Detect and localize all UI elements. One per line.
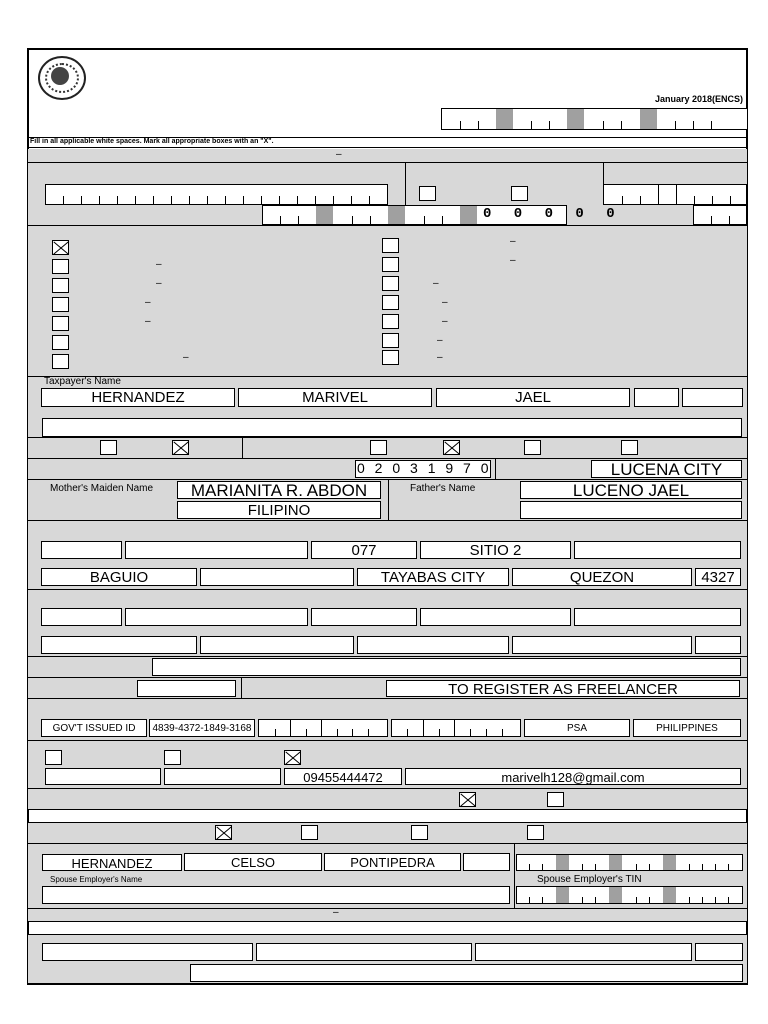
street-field[interactable]: SITIO 2 — [420, 541, 571, 559]
last-name-field[interactable]: HERNANDEZ — [41, 388, 235, 407]
landline-field[interactable] — [45, 768, 161, 785]
registration-type-checkbox-1[interactable] — [419, 186, 436, 201]
taxpayer-type-checkbox-2[interactable] — [52, 259, 69, 274]
foreign-unit-field[interactable] — [41, 608, 122, 626]
spouse-employer-tin-field[interactable] — [516, 886, 743, 904]
mothers-maiden-name-field[interactable]: MARIANITA R. ABDON — [177, 481, 381, 499]
nickname-field[interactable] — [682, 388, 743, 407]
civil-status-widowed-checkbox[interactable] — [524, 440, 541, 455]
spouse-tin-field[interactable] — [516, 854, 743, 871]
rdo-field[interactable] — [45, 184, 388, 205]
foreign-subdivision-field[interactable] — [574, 608, 741, 626]
place-of-birth-field[interactable]: LUCENA CITY — [591, 460, 742, 478]
taxpayer-type-checkbox-13[interactable] — [382, 333, 399, 348]
subdivision-field[interactable] — [574, 541, 741, 559]
authorized-rep-registered-name-field[interactable] — [190, 964, 743, 982]
bir-seal-icon — [38, 56, 86, 100]
other-citizenship-field[interactable] — [520, 501, 742, 519]
unit-field[interactable] — [41, 541, 122, 559]
rdo-code-field[interactable] — [603, 184, 747, 205]
date-of-arrival-field[interactable] — [137, 680, 236, 697]
mwe-no-checkbox[interactable] — [547, 792, 564, 807]
gender-female-checkbox[interactable] — [172, 440, 189, 455]
branch-code: 0 0 0 0 0 — [483, 206, 622, 222]
spouse-last-name-field[interactable]: HERNANDEZ — [42, 854, 182, 871]
taxpayer-type-checkbox-10[interactable] — [382, 276, 399, 291]
contact-fax-checkbox[interactable] — [164, 750, 181, 765]
authorized-rep-last-name-field[interactable] — [42, 943, 253, 961]
taxpayer-type-checkbox-9[interactable] — [382, 257, 399, 272]
mothers-maiden-name-label: Mother's Maiden Name — [50, 483, 154, 494]
spouse-self-employed-checkbox[interactable] — [527, 825, 544, 840]
taxpayer-type-checkbox-3[interactable] — [52, 278, 69, 293]
foreign-town-field[interactable] — [200, 636, 354, 654]
foreign-barangay-field[interactable] — [41, 636, 197, 654]
authorized-rep-middle-name-field[interactable] — [475, 943, 692, 961]
province-field[interactable]: QUEZON — [512, 568, 692, 586]
foreign-province-field[interactable] — [512, 636, 692, 654]
fax-field[interactable] — [164, 768, 281, 785]
id-number-field[interactable]: 4839-4372-1849-3168 — [149, 719, 255, 737]
trade-name-field[interactable] — [42, 418, 742, 437]
barangay-field[interactable]: BAGUIO — [41, 568, 197, 586]
contact-mobile-checkbox[interactable] — [284, 750, 301, 765]
foreign-building-field[interactable] — [125, 608, 308, 626]
tin-field[interactable] — [441, 108, 748, 130]
taxpayer-type-checkbox-6[interactable] — [52, 335, 69, 350]
taxpayer-type-checkbox-4[interactable] — [52, 297, 69, 312]
foreign-street-field[interactable] — [420, 608, 571, 626]
foreign-lot-field[interactable] — [311, 608, 417, 626]
municipality-code-field[interactable] — [152, 658, 741, 676]
middle-name-field[interactable]: JAEL — [436, 388, 630, 407]
registration-type-checkbox-2[interactable] — [511, 186, 528, 201]
purpose-field[interactable]: TO REGISTER AS FREELANCER — [386, 680, 740, 697]
suffix-field[interactable] — [634, 388, 679, 407]
building-field[interactable] — [125, 541, 308, 559]
spouse-unemployed-checkbox[interactable] — [215, 825, 232, 840]
spouse-employed-abroad-checkbox[interactable] — [411, 825, 428, 840]
id-issuer-field[interactable]: PSA — [524, 719, 630, 737]
spouse-employer-name-field[interactable] — [42, 886, 510, 904]
foreign-city-field[interactable] — [357, 636, 509, 654]
civil-status-single-checkbox[interactable] — [370, 440, 387, 455]
taxpayer-name-label: Taxpayer's Name — [44, 376, 121, 387]
civil-status-separated-checkbox[interactable] — [621, 440, 638, 455]
first-name-field[interactable]: MARIVEL — [238, 388, 432, 407]
foreign-zip-field[interactable] — [695, 636, 741, 654]
email-field[interactable]: marivelh128@gmail.com — [405, 768, 741, 785]
taxpayer-type-checkbox-8[interactable] — [382, 238, 399, 253]
id-type-field[interactable]: GOV'T ISSUED ID — [41, 719, 147, 737]
civil-status-married-checkbox[interactable] — [443, 440, 460, 455]
taxpayer-type-checkbox-14[interactable] — [382, 350, 399, 365]
spouse-first-name-field[interactable]: CELSO — [184, 853, 322, 871]
spouse-employer-tin-label: Spouse Employer's TIN — [537, 874, 642, 885]
date-of-birth-value: 0 2 0 3 1 9 7 0 — [357, 460, 492, 476]
spouse-employer-name-label: Spouse Employer's Name — [50, 875, 143, 884]
contact-landline-checkbox[interactable] — [45, 750, 62, 765]
gender-male-checkbox[interactable] — [100, 440, 117, 455]
mwe-yes-checkbox[interactable] — [459, 792, 476, 807]
small-code-field[interactable] — [693, 205, 747, 225]
fathers-name-field[interactable]: LUCENO JAEL — [520, 481, 742, 499]
taxpayer-type-checkbox-5[interactable] — [52, 316, 69, 331]
fathers-name-label: Father's Name — [410, 483, 476, 494]
form-instruction: Fill in all applicable white spaces. Mark all appropriate boxes with an "X". — [30, 138, 274, 145]
lot-block-field[interactable]: 077 — [311, 541, 417, 559]
city-field[interactable]: TAYABAS CITY — [357, 568, 509, 586]
authorized-rep-first-name-field[interactable] — [256, 943, 472, 961]
id-country-field[interactable]: PHILIPPINES — [633, 719, 741, 737]
mobile-field[interactable]: 09455444472 — [284, 768, 402, 785]
authorized-rep-suffix-field[interactable] — [695, 943, 743, 961]
taxpayer-type-checkbox-7[interactable] — [52, 354, 69, 369]
taxpayer-type-checkbox-11[interactable] — [382, 295, 399, 310]
zip-code-field[interactable]: 4327 — [695, 568, 741, 586]
form-version: January 2018(ENCS) — [654, 94, 743, 104]
citizenship-field[interactable]: FILIPINO — [177, 501, 381, 519]
town-field[interactable] — [200, 568, 354, 586]
spouse-suffix-field[interactable] — [463, 853, 510, 871]
taxpayer-type-checkbox-12[interactable] — [382, 314, 399, 329]
taxpayer-type-checkbox-1[interactable] — [52, 240, 69, 255]
spouse-middle-name-field[interactable]: PONTIPEDRA — [324, 853, 461, 871]
spouse-employed-locally-checkbox[interactable] — [301, 825, 318, 840]
